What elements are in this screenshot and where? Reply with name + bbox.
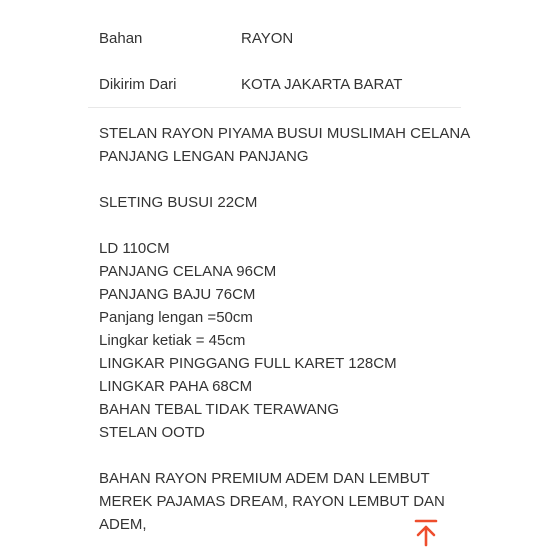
description-line: PANJANG LENGAN PANJANG — [99, 148, 309, 165]
description-line: STELAN RAYON PIYAMA BUSUI MUSLIMAH CELANA — [99, 125, 471, 142]
spec-value: KOTA JAKARTA BARAT — [241, 76, 403, 93]
description-line: SLETING BUSUI 22CM — [99, 194, 258, 211]
description-line: PANJANG BAJU 76CM — [99, 286, 256, 303]
section-divider — [88, 107, 461, 108]
description-line: LINGKAR PAHA 68CM — [99, 378, 253, 395]
description-line: PANJANG CELANA 96CM — [99, 263, 277, 280]
description-blank-line — [99, 214, 459, 237]
spec-value: RAYON — [241, 30, 294, 47]
spec-label: Dikirim Dari — [99, 76, 177, 93]
scroll-to-top-button[interactable] — [410, 516, 442, 548]
description-line: LD 110CM — [99, 240, 170, 257]
description-line: LINGKAR PINGGANG FULL KARET 128CM — [99, 355, 397, 372]
description-blank-line — [99, 444, 459, 467]
description-line: BAHAN RAYON PREMIUM ADEM DAN LEMBUT — [99, 470, 430, 487]
arrow-up-to-line-icon — [410, 516, 442, 548]
description-line: Panjang lengan =50cm — [99, 309, 253, 326]
spec-row-dikirim-dari — [99, 75, 459, 95]
product-description — [99, 122, 471, 536]
description-line: Lingkar ketiak = 45cm — [99, 332, 246, 349]
description-line: BAHAN TEBAL TIDAK TERAWANG — [99, 401, 340, 418]
spec-row-bahan — [99, 29, 459, 49]
description-line: STELAN OOTD — [99, 424, 205, 441]
description-blank-line — [99, 168, 459, 191]
description-line: MEREK PAJAMAS DREAM, RAYON LEMBUT DAN — [99, 493, 445, 510]
spec-label: Bahan — [99, 30, 143, 47]
description-line: ADEM, — [99, 516, 147, 533]
